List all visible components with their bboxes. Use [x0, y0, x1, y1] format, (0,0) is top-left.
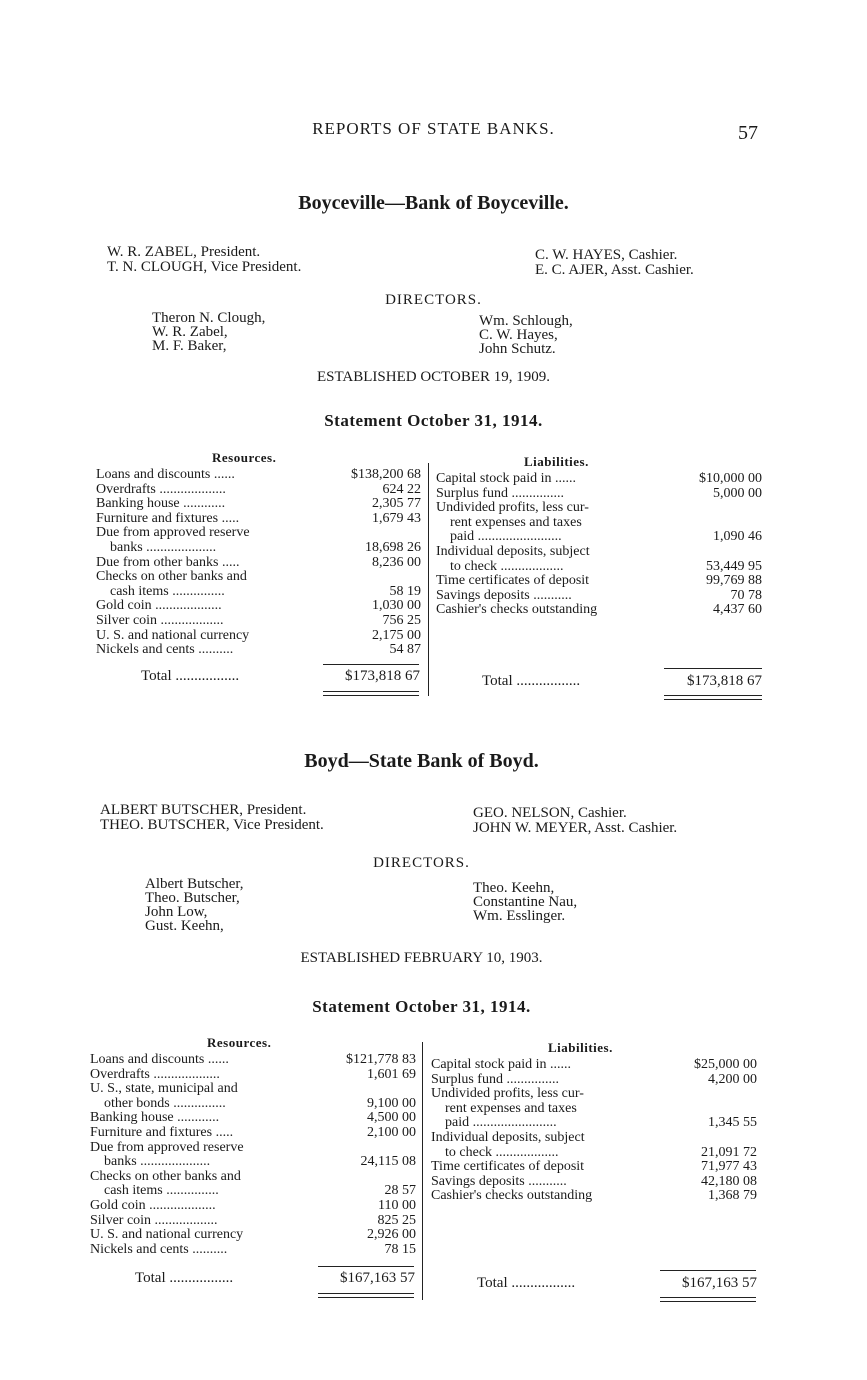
directors-heading: DIRECTORS. — [385, 292, 482, 308]
liability-row — [431, 1058, 757, 1073]
statement-title: Statement October 31, 1914. — [324, 411, 543, 430]
resources-heading: Resources. — [207, 1035, 272, 1050]
line-item-amount: 28 57 — [384, 1183, 416, 1199]
rule — [664, 695, 762, 696]
line-item-amount: 54 87 — [389, 642, 421, 658]
established-date: ESTABLISHED OCTOBER 19, 1909. — [316, 369, 551, 385]
page-number: 57 — [738, 122, 758, 144]
resource-row — [96, 614, 421, 629]
liability-row — [431, 1087, 757, 1102]
line-item-amount: 1,345 55 — [708, 1115, 757, 1131]
director: John Low, — [145, 904, 208, 920]
resource-row — [90, 1053, 416, 1068]
column-divider — [428, 463, 429, 696]
rule — [660, 1270, 756, 1271]
line-item-amount: 53,449 95 — [706, 558, 762, 574]
liabilities-total: $173,818 67 — [687, 673, 762, 689]
line-item-amount: 1,601 69 — [367, 1066, 416, 1082]
liability-row — [436, 603, 762, 618]
line-item-amount: 825 25 — [377, 1212, 416, 1228]
line-item-amount: $121,778 83 — [346, 1052, 416, 1067]
resource-row — [96, 629, 421, 644]
line-item-amount: 42,180 08 — [701, 1173, 757, 1189]
resource-row — [90, 1243, 416, 1258]
line-item-label: Nickels and cents .......... — [90, 1242, 228, 1257]
resource-row — [96, 512, 421, 527]
officer-cashier: C. W. HAYES, Cashier. — [535, 247, 678, 263]
line-item-label: Surplus fund ............... — [431, 1072, 559, 1087]
director: Theron N. Clough, — [152, 310, 266, 326]
rule — [323, 664, 419, 665]
resource-row — [90, 1199, 416, 1214]
line-item-label: U. S. and national currency — [90, 1228, 244, 1243]
line-item-label: Checks on other banks and — [96, 570, 247, 585]
line-item-amount: 58 19 — [389, 583, 421, 599]
running-title: REPORTS OF STATE BANKS. — [312, 119, 555, 138]
line-item-amount: 8,236 00 — [372, 554, 421, 570]
line-item-amount: 1,368 79 — [708, 1188, 757, 1204]
line-item-label: Loans and discounts ...... — [96, 468, 235, 482]
line-item-amount: 70 78 — [730, 587, 762, 603]
resource-row — [96, 483, 421, 498]
statement-title: Statement October 31, 1914. — [312, 997, 531, 1016]
line-item-label: Capital stock paid in ...... — [436, 472, 576, 486]
liability-row — [436, 574, 762, 589]
resource-row — [96, 643, 421, 658]
line-item-label: Capital stock paid in ...... — [431, 1058, 571, 1072]
officer-asst-cashier: JOHN W. MEYER, Asst. Cashier. — [473, 820, 678, 836]
line-item-label: Gold coin ................... — [90, 1198, 216, 1213]
line-item-label: Banking house ............ — [90, 1111, 220, 1126]
line-item-label: Silver coin .................. — [96, 613, 224, 628]
line-item-label: to check .................. — [445, 1145, 559, 1160]
director: Wm. Esslinger. — [473, 908, 566, 924]
line-item-label: Nickels and cents .......... — [96, 643, 234, 658]
resource-row — [90, 1155, 416, 1170]
directors-heading: DIRECTORS. — [373, 855, 470, 871]
resource-row — [90, 1068, 416, 1083]
director: Theo. Keehn, — [473, 880, 555, 896]
line-item-amount: 24,115 08 — [360, 1154, 416, 1170]
line-item-label: Due from approved reserve — [90, 1140, 244, 1155]
line-item-amount: 9,100 00 — [367, 1095, 416, 1111]
liabilities-total: $167,163 57 — [682, 1275, 757, 1291]
rule — [664, 668, 762, 669]
resource-row — [90, 1228, 416, 1243]
line-item-label: Gold coin ................... — [96, 599, 222, 614]
resource-row — [90, 1097, 416, 1112]
director: Wm. Schlough, — [479, 313, 573, 329]
liability-row — [436, 530, 762, 545]
officer-vice-president: THEO. BUTSCHER, Vice President. — [100, 817, 324, 833]
resource-row — [96, 526, 421, 541]
director: C. W. Hayes, — [479, 327, 558, 343]
line-item-label: Overdrafts ................... — [96, 482, 226, 497]
line-item-amount: 4,200 00 — [708, 1071, 757, 1087]
resources-total-label: Total ................. — [141, 668, 240, 684]
line-item-label: Time certificates of deposit — [436, 574, 590, 589]
rule — [318, 1297, 414, 1298]
liability-row — [436, 487, 762, 502]
liability-row — [431, 1116, 757, 1131]
line-item-label: Due from other banks ..... — [96, 555, 240, 570]
liability-row — [431, 1189, 757, 1204]
resource-row — [96, 570, 421, 585]
line-item-label: paid ........................ — [450, 530, 562, 545]
resource-row — [96, 599, 421, 614]
resource-row — [96, 556, 421, 571]
liabilities-heading: Liabilities. — [524, 454, 589, 469]
resource-row — [90, 1214, 416, 1229]
line-item-label: Savings deposits ........... — [436, 588, 572, 603]
line-item-label: Checks on other banks and — [90, 1169, 241, 1184]
established-date: ESTABLISHED FEBRUARY 10, 1903. — [300, 950, 543, 966]
resources-heading: Resources. — [212, 450, 277, 465]
line-item-amount: 2,926 00 — [367, 1227, 416, 1243]
rule — [318, 1293, 414, 1294]
director: Constantine Nau, — [473, 894, 578, 910]
liability-row — [431, 1102, 757, 1117]
liability-row — [436, 589, 762, 604]
liabilities-total-label: Total ................. — [482, 673, 581, 689]
director: W. R. Zabel, — [152, 324, 228, 340]
rule — [323, 695, 419, 696]
officer-vice-president: T. N. CLOUGH, Vice President. — [107, 259, 302, 275]
line-item-amount: 756 25 — [382, 612, 421, 628]
line-item-label: Undivided profits, less cur- — [431, 1087, 584, 1102]
director: John Schutz. — [479, 341, 556, 357]
liabilities-heading: Liabilities. — [548, 1040, 613, 1055]
line-item-amount: 5,000 00 — [713, 485, 762, 501]
line-item-amount: 110 00 — [378, 1197, 416, 1213]
liability-row — [431, 1160, 757, 1175]
line-item-label: Overdrafts ................... — [90, 1067, 220, 1082]
line-item-label: Undivided profits, less cur- — [436, 501, 589, 516]
line-item-label: Individual deposits, subject — [436, 544, 590, 559]
line-item-label: paid ........................ — [445, 1116, 557, 1131]
line-item-label: Individual deposits, subject — [431, 1130, 585, 1145]
line-item-label: banks .................... — [110, 540, 217, 555]
rule — [323, 691, 419, 692]
line-item-amount: 1,679 43 — [372, 510, 421, 526]
resource-row — [96, 541, 421, 556]
liability-row — [436, 545, 762, 560]
resources-total-label: Total ................. — [135, 1270, 234, 1286]
line-item-amount: 4,437 60 — [713, 602, 762, 618]
resources-ledger — [96, 468, 421, 658]
officer-cashier: GEO. NELSON, Cashier. — [473, 805, 627, 821]
resource-row — [90, 1184, 416, 1199]
line-item-amount: 18,698 26 — [365, 539, 421, 555]
liability-row — [431, 1175, 757, 1190]
rule — [318, 1266, 414, 1267]
line-item-amount: 624 22 — [382, 481, 421, 497]
line-item-amount: 1,030 00 — [372, 598, 421, 614]
line-item-amount: $25,000 00 — [694, 1057, 757, 1072]
liabilities-ledger — [436, 472, 762, 618]
liability-row — [436, 560, 762, 575]
line-item-label: U. S. and national currency — [96, 628, 250, 643]
line-item-amount: 1,090 46 — [713, 529, 762, 545]
line-item-label: rent expenses and taxes — [450, 515, 582, 530]
resource-row — [96, 497, 421, 512]
line-item-amount: $138,200 68 — [351, 467, 421, 482]
line-item-label: rent expenses and taxes — [445, 1101, 577, 1116]
resource-row — [90, 1082, 416, 1097]
line-item-label: Cashier's checks outstanding — [436, 603, 598, 618]
liability-row — [431, 1146, 757, 1161]
rule — [664, 699, 762, 700]
officer-president: W. R. ZABEL, President. — [107, 244, 261, 260]
liabilities-ledger — [431, 1058, 757, 1204]
resource-row — [90, 1111, 416, 1126]
resource-row — [90, 1126, 416, 1141]
officer-president: ALBERT BUTSCHER, President. — [100, 802, 307, 818]
resource-row — [90, 1141, 416, 1156]
resource-row — [96, 468, 421, 483]
line-item-label: Due from approved reserve — [96, 526, 250, 541]
line-item-label: cash items ............... — [110, 584, 225, 599]
liability-row — [436, 501, 762, 516]
line-item-amount: 99,769 88 — [706, 573, 762, 589]
line-item-label: banks .................... — [104, 1155, 211, 1170]
liability-row — [431, 1073, 757, 1088]
liability-row — [436, 472, 762, 487]
officer-asst-cashier: E. C. AJER, Asst. Cashier. — [535, 262, 694, 278]
line-item-label: U. S., state, municipal and — [90, 1082, 238, 1097]
liabilities-total-label: Total ................. — [477, 1275, 576, 1291]
resource-row — [96, 585, 421, 600]
line-item-label: Banking house ............ — [96, 497, 226, 512]
resources-ledger — [90, 1053, 416, 1257]
resources-total: $173,818 67 — [345, 668, 420, 684]
line-item-label: other bonds ............... — [104, 1096, 226, 1111]
bank-title: Boyceville—Bank of Boyceville. — [298, 192, 569, 214]
line-item-label: Loans and discounts ...... — [90, 1053, 229, 1067]
line-item-amount: 2,100 00 — [367, 1124, 416, 1140]
resource-row — [90, 1170, 416, 1185]
director: Theo. Butscher, — [145, 890, 240, 906]
director: Albert Butscher, — [145, 876, 244, 892]
director: M. F. Baker, — [152, 338, 227, 354]
rule — [660, 1297, 756, 1298]
line-item-amount: 78 15 — [384, 1241, 416, 1257]
line-item-label: Furniture and fixtures ..... — [96, 511, 240, 526]
line-item-amount: 21,091 72 — [701, 1144, 757, 1160]
resources-total: $167,163 57 — [340, 1270, 415, 1286]
line-item-label: Savings deposits ........... — [431, 1174, 567, 1189]
line-item-label: Furniture and fixtures ..... — [90, 1125, 234, 1140]
bank-title: Boyd—State Bank of Boyd. — [304, 750, 539, 772]
rule — [660, 1301, 756, 1302]
liability-row — [431, 1131, 757, 1146]
line-item-label: to check .................. — [450, 559, 564, 574]
line-item-amount: 4,500 00 — [367, 1110, 416, 1126]
line-item-label: Surplus fund ............... — [436, 486, 564, 501]
line-item-label: Cashier's checks outstanding — [431, 1189, 593, 1204]
line-item-label: cash items ............... — [104, 1184, 219, 1199]
line-item-amount: $10,000 00 — [699, 471, 762, 486]
line-item-amount: 2,175 00 — [372, 627, 421, 643]
line-item-amount: 2,305 77 — [372, 496, 421, 512]
line-item-label: Time certificates of deposit — [431, 1160, 585, 1175]
line-item-label: Silver coin .................. — [90, 1213, 218, 1228]
liability-row — [436, 516, 762, 531]
line-item-amount: 71,977 43 — [701, 1159, 757, 1175]
director: Gust. Keehn, — [145, 918, 224, 934]
column-divider — [422, 1042, 423, 1300]
